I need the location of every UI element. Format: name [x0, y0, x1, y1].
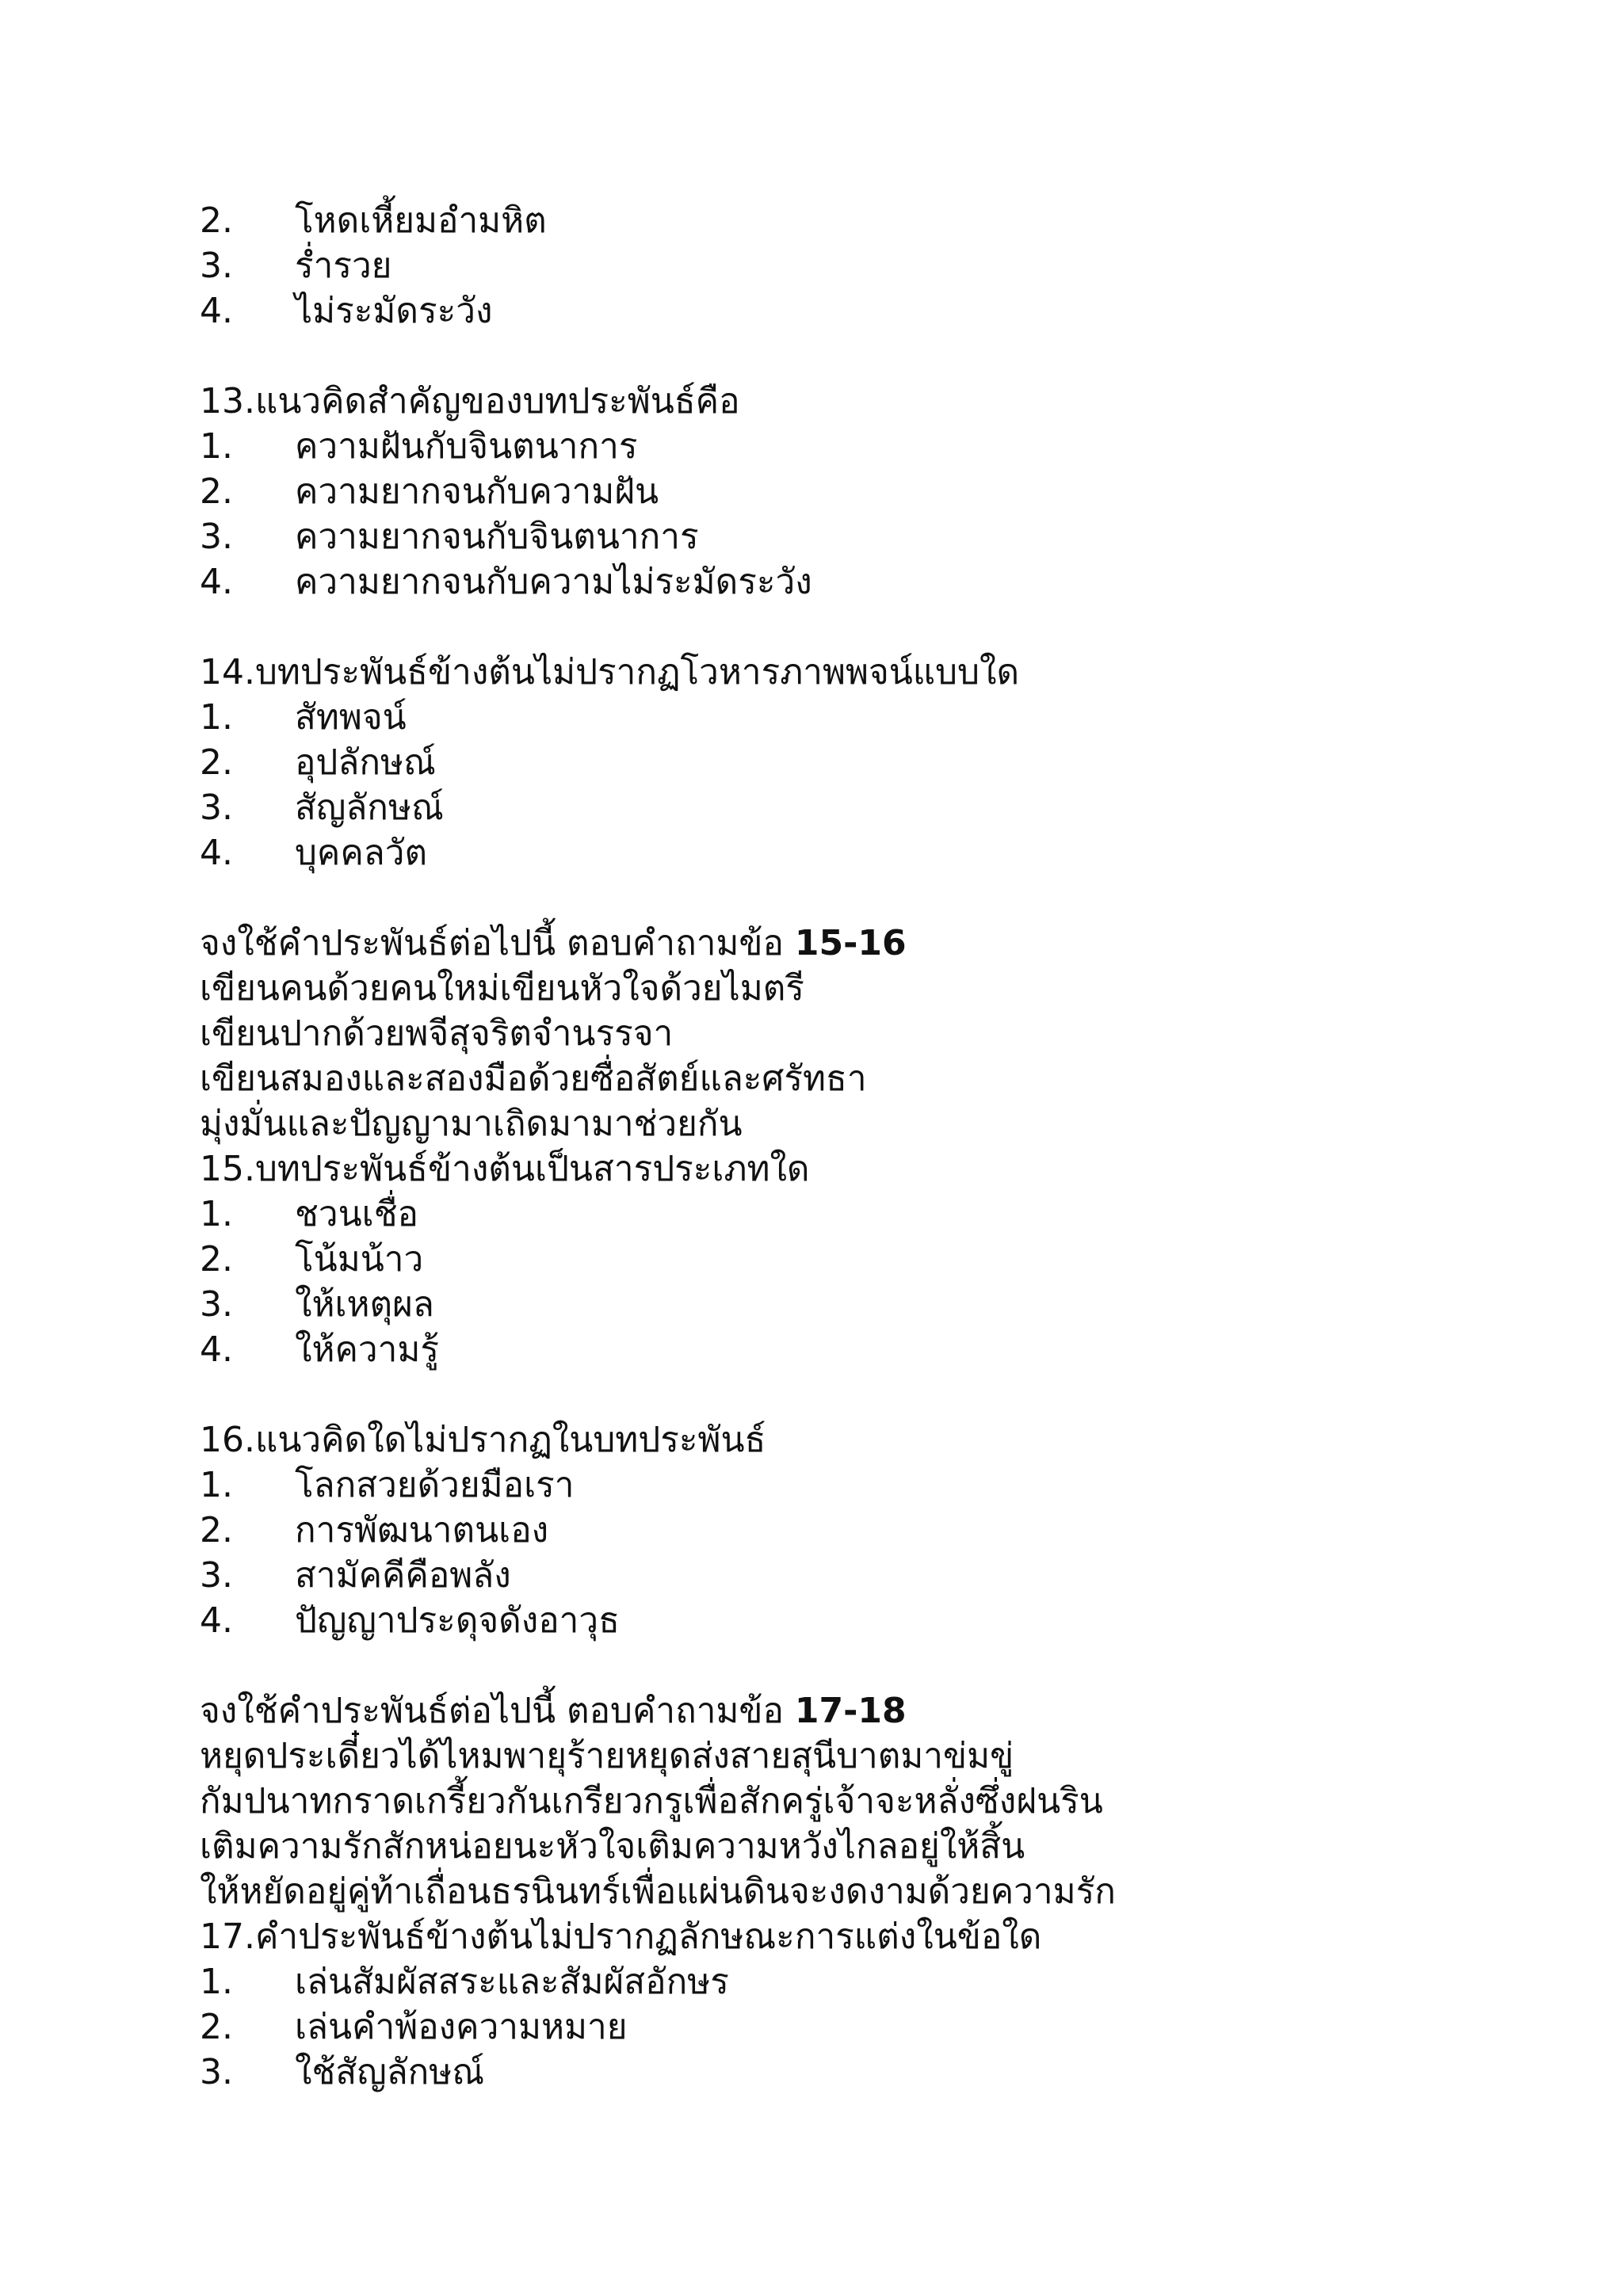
option-number: 1. — [200, 426, 233, 467]
spacer — [200, 334, 1528, 379]
q17-option-1 — [200, 1959, 1528, 2004]
q16-option-3 — [200, 1553, 1528, 1598]
option-text: บุคคลวัต — [295, 833, 428, 873]
q15-option-3 — [200, 1282, 1528, 1327]
spacer — [200, 605, 1528, 650]
option-number: 3. — [200, 1555, 233, 1596]
passage-15-16-intro — [200, 921, 1528, 966]
option-text: ใช้สัญลักษณ์ — [295, 2052, 485, 2092]
option-text: โลกสวยด้วยมือเรา — [295, 1465, 575, 1505]
poem-line: ให้หยัดอยู่คู่ท้าเถื่อนธรนินทร์เพื่อแผ่นดินจะงดงามด้วยความรัก — [200, 1871, 1116, 1912]
q13-option-3 — [200, 514, 1528, 559]
question-15: 15.บทประพันธ์ข้างต้นเป็นสารประเภทใด — [200, 1149, 810, 1189]
option-text: โน้มน้าว — [295, 1239, 424, 1280]
option-number: 2. — [200, 2007, 233, 2047]
poem-line: มุ่งมั่นและปัญญามาเถิดมามาช่วยกัน — [200, 1104, 743, 1144]
option-number: 4. — [200, 562, 233, 602]
q15-option-1 — [200, 1192, 1528, 1237]
question-17: 17.คำประพันธ์ข้างต้นไม่ปรากฏลักษณะการแต่งในข้อใด — [200, 1917, 1042, 1957]
option-text: เล่นคำพ้องความหมาย — [295, 2007, 628, 2047]
option-number: 4. — [200, 291, 233, 331]
instruction-text: จงใช้คำประพันธ์ต่อไปนี้ ตอบคำถามข้อ — [200, 1691, 795, 1731]
option-number: 4. — [200, 1600, 233, 1641]
option-text: ชวนเชื่อ — [295, 1194, 418, 1234]
question-14: 14.บทประพันธ์ข้างต้นไม่ปรากฏโวหารภาพพจน์แบบใด — [200, 652, 1020, 692]
option-text: สามัคคีคือพลัง — [295, 1555, 511, 1596]
poem-line: เขียนคนด้วยคนใหม่เขียนหัวใจด้วยไมตรี — [200, 968, 804, 1009]
exam-page — [200, 198, 1528, 2095]
poem-line: กัมปนาทกราดเกรี้ยวกันเกรียวกรูเพื่อสักครู่เจ้าจะหลั่งซึ่งฝนริน — [200, 1781, 1103, 1821]
option-number: 2. — [200, 200, 233, 241]
question-16: 16.แนวคิดใดไม่ปรากฏในบทประพันธ์ — [200, 1420, 766, 1460]
option-prev-3 — [200, 243, 1528, 288]
question-range: 15-16 — [794, 923, 907, 963]
q17-option-3 — [200, 2050, 1528, 2095]
option-text: สัทพจน์ — [295, 697, 407, 738]
option-text: ร่ำรวย — [295, 246, 392, 286]
option-text: ความยากจนกับความไม่ระมัดระวัง — [295, 562, 812, 602]
option-text: อุปลักษณ์ — [295, 742, 436, 783]
q14-option-3 — [200, 785, 1528, 830]
option-text: ความฝันกับจินตนาการ — [295, 426, 638, 467]
option-number: 1. — [200, 1962, 233, 2002]
option-text: ความยากจนกับความฝัน — [295, 471, 659, 512]
q16-option-1 — [200, 1463, 1528, 1508]
q13-option-1 — [200, 424, 1528, 469]
poem-line: หยุดประเดี๋ยวได้ไหมพายุร้ายหยุดส่งสายสุนีบาตมาข่มขู่ — [200, 1736, 1014, 1776]
option-number: 3. — [200, 1284, 233, 1325]
q13-option-4 — [200, 559, 1528, 605]
option-text: การพัฒนาตนเอง — [295, 1510, 549, 1550]
poem-line: เขียนปากด้วยพจีสุจริตจำนรรจา — [200, 1013, 674, 1054]
option-number: 1. — [200, 1194, 233, 1234]
option-text: ให้เหตุผล — [295, 1284, 434, 1325]
q15-option-2 — [200, 1237, 1528, 1282]
q13-option-2 — [200, 469, 1528, 514]
option-number: 2. — [200, 1239, 233, 1280]
spacer — [200, 1643, 1528, 1688]
option-text: โหดเหี้ยมอำมหิต — [295, 200, 547, 241]
instruction-text: จงใช้คำประพันธ์ต่อไปนี้ ตอบคำถามข้อ — [200, 923, 795, 963]
option-number: 2. — [200, 1510, 233, 1550]
option-number: 4. — [200, 1329, 233, 1370]
passage-17-18-intro — [200, 1688, 1528, 1733]
spacer — [200, 1372, 1528, 1417]
option-number: 3. — [200, 788, 233, 828]
option-number: 1. — [200, 1465, 233, 1505]
option-prev-4 — [200, 288, 1528, 334]
poem-line: เขียนสมองและสองมือด้วยซื่อสัตย์และศรัทธา — [200, 1058, 867, 1099]
q14-option-2 — [200, 740, 1528, 785]
question-range: 17-18 — [794, 1691, 907, 1731]
question-13: 13.แนวคิดสำคัญของบทประพันธ์คือ — [200, 381, 740, 421]
q16-option-4 — [200, 1598, 1528, 1643]
q14-option-4 — [200, 830, 1528, 875]
poem-line: เติมความรักสักหน่อยนะหัวใจเติมความหวังไกลอยู่ให้สิ้น — [200, 1826, 1025, 1867]
option-text: ปัญญาประดุจดังอาวุธ — [295, 1600, 620, 1641]
q15-option-4 — [200, 1327, 1528, 1372]
option-number: 3. — [200, 246, 233, 286]
option-prev-2 — [200, 198, 1528, 243]
option-text: ความยากจนกับจินตนาการ — [295, 517, 699, 557]
option-number: 2. — [200, 471, 233, 512]
q16-option-2 — [200, 1508, 1528, 1553]
option-number: 1. — [200, 697, 233, 738]
option-text: ไม่ระมัดระวัง — [295, 291, 493, 331]
option-text: ให้ความรู้ — [295, 1329, 439, 1370]
q14-option-1 — [200, 695, 1528, 740]
option-text: เล่นสัมผัสสระและสัมผัสอักษร — [295, 1962, 729, 2002]
option-number: 4. — [200, 833, 233, 873]
spacer — [200, 875, 1528, 921]
option-text: สัญลักษณ์ — [295, 788, 444, 828]
option-number: 2. — [200, 742, 233, 783]
option-number: 3. — [200, 517, 233, 557]
option-number: 3. — [200, 2052, 233, 2092]
q17-option-2 — [200, 2004, 1528, 2050]
